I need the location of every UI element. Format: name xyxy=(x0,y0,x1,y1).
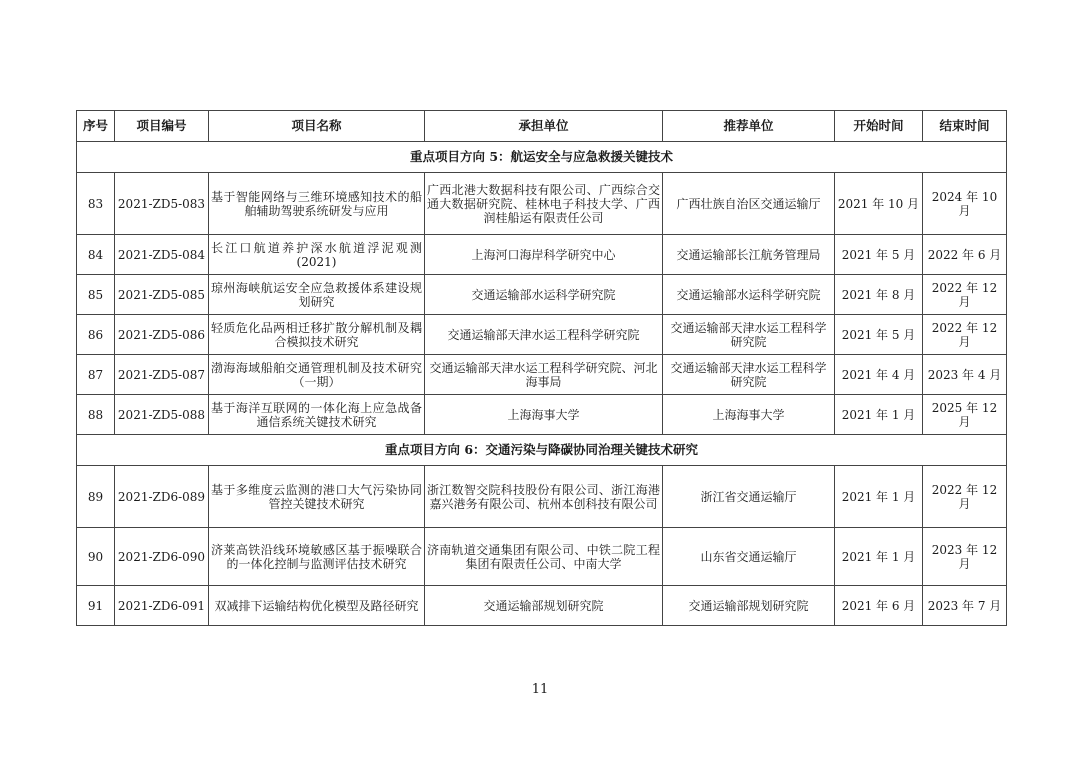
end-time: 2022 年 6 月 xyxy=(923,235,1007,275)
end-time: 2023 年 7 月 xyxy=(923,586,1007,626)
table-row xyxy=(77,355,1007,395)
section-row xyxy=(77,142,1007,173)
project-code: 2021-ZD5-088 xyxy=(115,395,209,435)
project-name: 基于海洋互联网的一体化海上应急战备通信系统关键技术研究 xyxy=(209,395,425,435)
project-name: 轻质危化品两相迁移扩散分解机制及耦合模拟技术研究 xyxy=(209,315,425,355)
recommending-unit: 交通运输部规划研究院 xyxy=(663,586,835,626)
section-row xyxy=(77,435,1007,466)
header-cell: 承担单位 xyxy=(425,111,663,142)
project-name: 济莱高铁沿线环境敏感区基于振噪联合的一体化控制与监测评估技术研究 xyxy=(209,528,425,586)
project-code: 2021-ZD6-090 xyxy=(115,528,209,586)
header-row xyxy=(77,111,1007,142)
end-time: 2025 年 12 月 xyxy=(923,395,1007,435)
project-code: 2021-ZD6-091 xyxy=(115,586,209,626)
project-name: 渤海海域船舶交通管理机制及技术研究（一期） xyxy=(209,355,425,395)
project-name: 基于多维度云监测的港口大气污染协同管控关键技术研究 xyxy=(209,466,425,528)
project-code: 2021-ZD5-087 xyxy=(115,355,209,395)
row-number: 89 xyxy=(77,466,115,528)
end-time: 2022 年 12 月 xyxy=(923,275,1007,315)
project-name: 基于智能网络与三维环境感知技术的船舶辅助驾驶系统研发与应用 xyxy=(209,173,425,235)
table-row xyxy=(77,275,1007,315)
undertaking-unit: 交通运输部规划研究院 xyxy=(425,586,663,626)
project-code: 2021-ZD5-085 xyxy=(115,275,209,315)
header-cell: 开始时间 xyxy=(835,111,923,142)
table-row xyxy=(77,528,1007,586)
start-time: 2021 年 6 月 xyxy=(835,586,923,626)
table-row xyxy=(77,173,1007,235)
start-time: 2021 年 1 月 xyxy=(835,466,923,528)
header-cell: 序号 xyxy=(77,111,115,142)
start-time: 2021 年 5 月 xyxy=(835,235,923,275)
table-row xyxy=(77,315,1007,355)
start-time: 2021 年 1 月 xyxy=(835,528,923,586)
header-cell: 项目编号 xyxy=(115,111,209,142)
undertaking-unit: 浙江数智交院科技股份有限公司、浙江海港嘉兴港务有限公司、杭州本创科技有限公司 xyxy=(425,466,663,528)
row-number: 86 xyxy=(77,315,115,355)
project-code: 2021-ZD5-083 xyxy=(115,173,209,235)
end-time: 2023 年 4 月 xyxy=(923,355,1007,395)
recommending-unit: 上海海事大学 xyxy=(663,395,835,435)
end-time: 2022 年 12 月 xyxy=(923,315,1007,355)
header-cell: 推荐单位 xyxy=(663,111,835,142)
row-number: 90 xyxy=(77,528,115,586)
recommending-unit: 山东省交通运输厅 xyxy=(663,528,835,586)
section-title: 重点项目方向 6：交通污染与降碳协同治理关键技术研究 xyxy=(77,435,1007,466)
page-number: 11 xyxy=(531,682,549,697)
recommending-unit: 交通运输部天津水运工程科学研究院 xyxy=(663,355,835,395)
table-row xyxy=(77,235,1007,275)
start-time: 2021 年 1 月 xyxy=(835,395,923,435)
project-name: 双减排下运输结构优化模型及路径研究 xyxy=(209,586,425,626)
undertaking-unit: 上海河口海岸科学研究中心 xyxy=(425,235,663,275)
undertaking-unit: 交通运输部水运科学研究院 xyxy=(425,275,663,315)
undertaking-unit: 济南轨道交通集团有限公司、中铁二院工程集团有限责任公司、中南大学 xyxy=(425,528,663,586)
project-name: 长江口航道养护深水航道浮泥观测(2021) xyxy=(209,235,425,275)
row-number: 91 xyxy=(77,586,115,626)
project-code: 2021-ZD5-084 xyxy=(115,235,209,275)
row-number: 87 xyxy=(77,355,115,395)
recommending-unit: 交通运输部水运科学研究院 xyxy=(663,275,835,315)
table-row xyxy=(77,466,1007,528)
row-number: 85 xyxy=(77,275,115,315)
header-cell: 结束时间 xyxy=(923,111,1007,142)
table-row xyxy=(77,395,1007,435)
project-name: 琼州海峡航运安全应急救援体系建设规划研究 xyxy=(209,275,425,315)
start-time: 2021 年 8 月 xyxy=(835,275,923,315)
recommending-unit: 浙江省交通运输厅 xyxy=(663,466,835,528)
recommending-unit: 交通运输部天津水运工程科学研究院 xyxy=(663,315,835,355)
end-time: 2023 年 12 月 xyxy=(923,528,1007,586)
end-time: 2022 年 12 月 xyxy=(923,466,1007,528)
undertaking-unit: 广西北港大数据科技有限公司、广西综合交通大数据研究院、桂林电子科技大学、广西润桂船运有限责任公司 xyxy=(425,173,663,235)
start-time: 2021 年 4 月 xyxy=(835,355,923,395)
recommending-unit: 交通运输部长江航务管理局 xyxy=(663,235,835,275)
row-number: 83 xyxy=(77,173,115,235)
section-title: 重点项目方向 5：航运安全与应急救援关键技术 xyxy=(77,142,1007,173)
undertaking-unit: 上海海事大学 xyxy=(425,395,663,435)
project-code: 2021-ZD5-086 xyxy=(115,315,209,355)
row-number: 88 xyxy=(77,395,115,435)
table-row xyxy=(77,586,1007,626)
start-time: 2021 年 5 月 xyxy=(835,315,923,355)
recommending-unit: 广西壮族自治区交通运输厅 xyxy=(663,173,835,235)
header-cell: 项目名称 xyxy=(209,111,425,142)
project-code: 2021-ZD6-089 xyxy=(115,466,209,528)
project-table xyxy=(76,110,1007,626)
row-number: 84 xyxy=(77,235,115,275)
end-time: 2024 年 10 月 xyxy=(923,173,1007,235)
undertaking-unit: 交通运输部天津水运工程科学研究院 xyxy=(425,315,663,355)
start-time: 2021 年 10 月 xyxy=(835,173,923,235)
undertaking-unit: 交通运输部天津水运工程科学研究院、河北海事局 xyxy=(425,355,663,395)
